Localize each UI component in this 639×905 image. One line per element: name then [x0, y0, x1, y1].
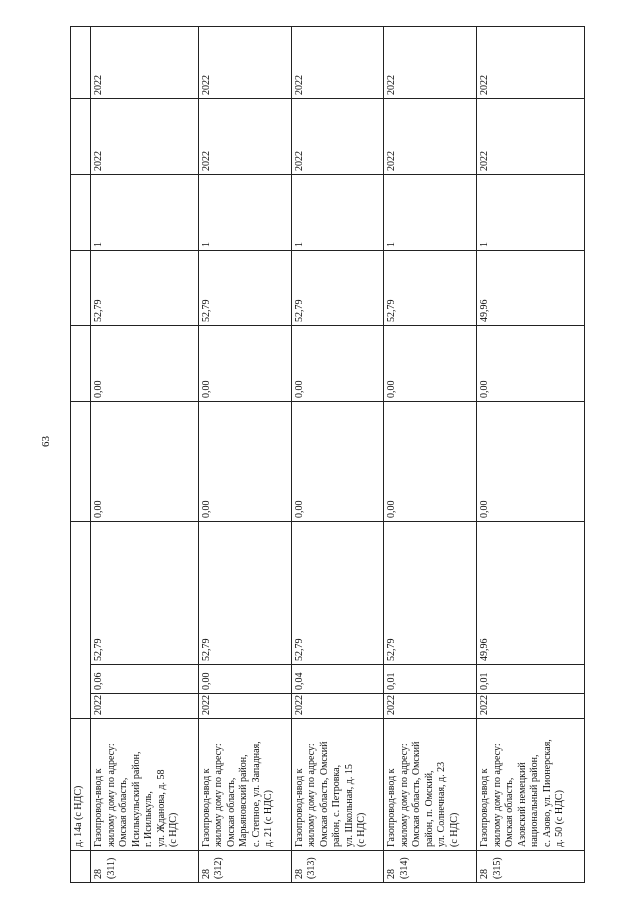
value-a-cell: 0,01	[477, 665, 585, 694]
quantity-cell: 1	[198, 174, 291, 250]
value-e-cell: 52,79	[198, 250, 291, 325]
page-number: 63	[40, 436, 52, 447]
object-description: Газопровод-ввод к жилому дому по адресу: Омская область, Азовский немецкий национальный район, с. Азово, ул. Пионерская, д. 50 (с НДС)	[477, 719, 585, 851]
end-year-cell: 2022	[291, 26, 384, 98]
value-d-cell: 0,00	[91, 325, 199, 401]
value-e-cell: 52,79	[291, 250, 384, 325]
start-year-cell: 2022	[477, 98, 585, 174]
year-cell: 2022	[198, 694, 291, 719]
start-year-cell: 2022	[91, 98, 199, 174]
end-year-cell: 2022	[384, 26, 477, 98]
end-year-cell: 2022	[198, 26, 291, 98]
start-year-cell: 2022	[384, 98, 477, 174]
value-c-cell: 0,00	[477, 401, 585, 521]
value-a-cell: 0,00	[198, 665, 291, 694]
row-number: 28 (313)	[291, 851, 384, 883]
value-e-cell: 52,79	[384, 250, 477, 325]
quantity-cell: 1	[477, 174, 585, 250]
year-cell: 2022	[477, 694, 585, 719]
object-description: Газопровод-ввод к жилому дому по адресу: Омская область, Омский район, п. Омский, ул. Солнечная, д. 23 (с НДС)	[384, 719, 477, 851]
value-b-cell: 52,79	[198, 521, 291, 664]
object-description: Газопровод-ввод к жилому дому по адресу: Омская область, Марьяновский район, с. Степное, ул. Западная, д. 21 (с НДС)	[198, 719, 291, 851]
row-number: 28 (315)	[477, 851, 585, 883]
value-d-cell: 0,00	[477, 325, 585, 401]
value-d-cell: 0,00	[291, 325, 384, 401]
start-year-cell: 2022	[291, 98, 384, 174]
quantity-cell: 1	[91, 174, 199, 250]
value-a-cell: 0,04	[291, 665, 384, 694]
value-b-cell: 49,96	[477, 521, 585, 664]
table-row	[291, 26, 384, 882]
table-row	[198, 26, 291, 882]
object-description: Газопровод-ввод к жилому дому по адресу: Омская область, Омский район, с. Петровка, ул. Школьная, д. 15 (с НДС)	[291, 719, 384, 851]
value-e-cell: 52,79	[91, 250, 199, 325]
end-year-cell: 2022	[91, 26, 199, 98]
value-b-cell: 52,79	[91, 521, 199, 664]
value-c-cell: 0,00	[384, 401, 477, 521]
end-year-cell: 2022	[477, 26, 585, 98]
rotated-table-container	[70, 27, 585, 883]
table-row	[91, 26, 199, 882]
year-cell: 2022	[91, 694, 199, 719]
value-b-cell: 52,79	[384, 521, 477, 664]
value-e-cell: 49,96	[477, 250, 585, 325]
value-b-cell: 52,79	[291, 521, 384, 664]
value-c-cell: 0,00	[91, 401, 199, 521]
continuation-text: д. 14а (с НДС)	[71, 719, 91, 851]
start-year-cell: 2022	[198, 98, 291, 174]
continuation-row	[71, 26, 91, 882]
row-number: 28 (311)	[91, 851, 199, 883]
object-description: Газопровод-ввод к жилому дому по адресу: Омская область, Исилькульский район, г. Исилькуль, ул. Жданова, д. 58 (с НДС)	[91, 719, 199, 851]
table-row	[477, 26, 585, 882]
row-number: 28 (314)	[384, 851, 477, 883]
row-number: 28 (312)	[198, 851, 291, 883]
value-d-cell: 0,00	[384, 325, 477, 401]
value-c-cell: 0,00	[198, 401, 291, 521]
quantity-cell: 1	[384, 174, 477, 250]
year-cell: 2022	[291, 694, 384, 719]
value-c-cell: 0,00	[291, 401, 384, 521]
quantity-cell: 1	[291, 174, 384, 250]
year-cell: 2022	[384, 694, 477, 719]
value-a-cell: 0,01	[384, 665, 477, 694]
value-d-cell: 0,00	[198, 325, 291, 401]
table-row	[384, 26, 477, 882]
value-a-cell: 0,06	[91, 665, 199, 694]
data-table	[70, 26, 585, 883]
